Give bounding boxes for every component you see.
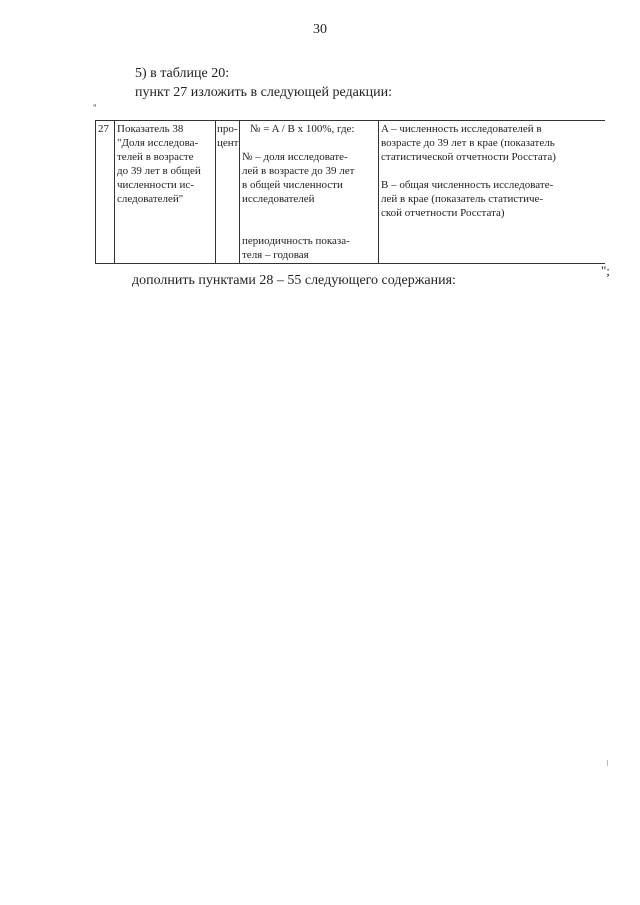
row-number: 27: [98, 123, 109, 135]
periodicity-text: периодичность показа- теля – годовая: [242, 235, 350, 261]
table-20-row-27: [95, 120, 605, 264]
cell-indicator: [115, 121, 216, 264]
intro-line-1: 5) в таблице 20:: [135, 66, 230, 81]
outro-line: дополнить пунктами 28 – 55 следующего содержания:: [132, 273, 456, 288]
cell-formula: [240, 121, 379, 264]
definition-a: A – численность исследователей в возрасте до 39 лет в крае (показатель статистической отчетности Росстата): [381, 123, 556, 163]
table-row: [96, 121, 605, 264]
unit-text: про- цент: [217, 123, 239, 149]
opening-quote: ": [93, 103, 97, 113]
formula-main: № = A / B x 100%, где:: [250, 123, 355, 135]
page-number: 30: [313, 22, 327, 37]
cell-number: [96, 121, 115, 264]
closing-quote: ";: [601, 263, 610, 278]
indicator-text: Показатель 38 "Доля исследова- телей в возрасте до 39 лет в общей численности ис- следователей": [117, 123, 201, 205]
formula-description: № – доля исследовате- лей в возрасте до 39 лет в общей численности исследователей: [242, 151, 355, 205]
cell-unit: [216, 121, 240, 264]
definition-b: B – общая численность исследовате- лей в крае (показатель статистиче- ской отчетности Росстата): [381, 179, 554, 219]
intro-line-2: пункт 27 изложить в следующей редакции:: [135, 85, 392, 100]
scan-mark: [607, 760, 608, 766]
cell-definitions: [379, 121, 605, 264]
